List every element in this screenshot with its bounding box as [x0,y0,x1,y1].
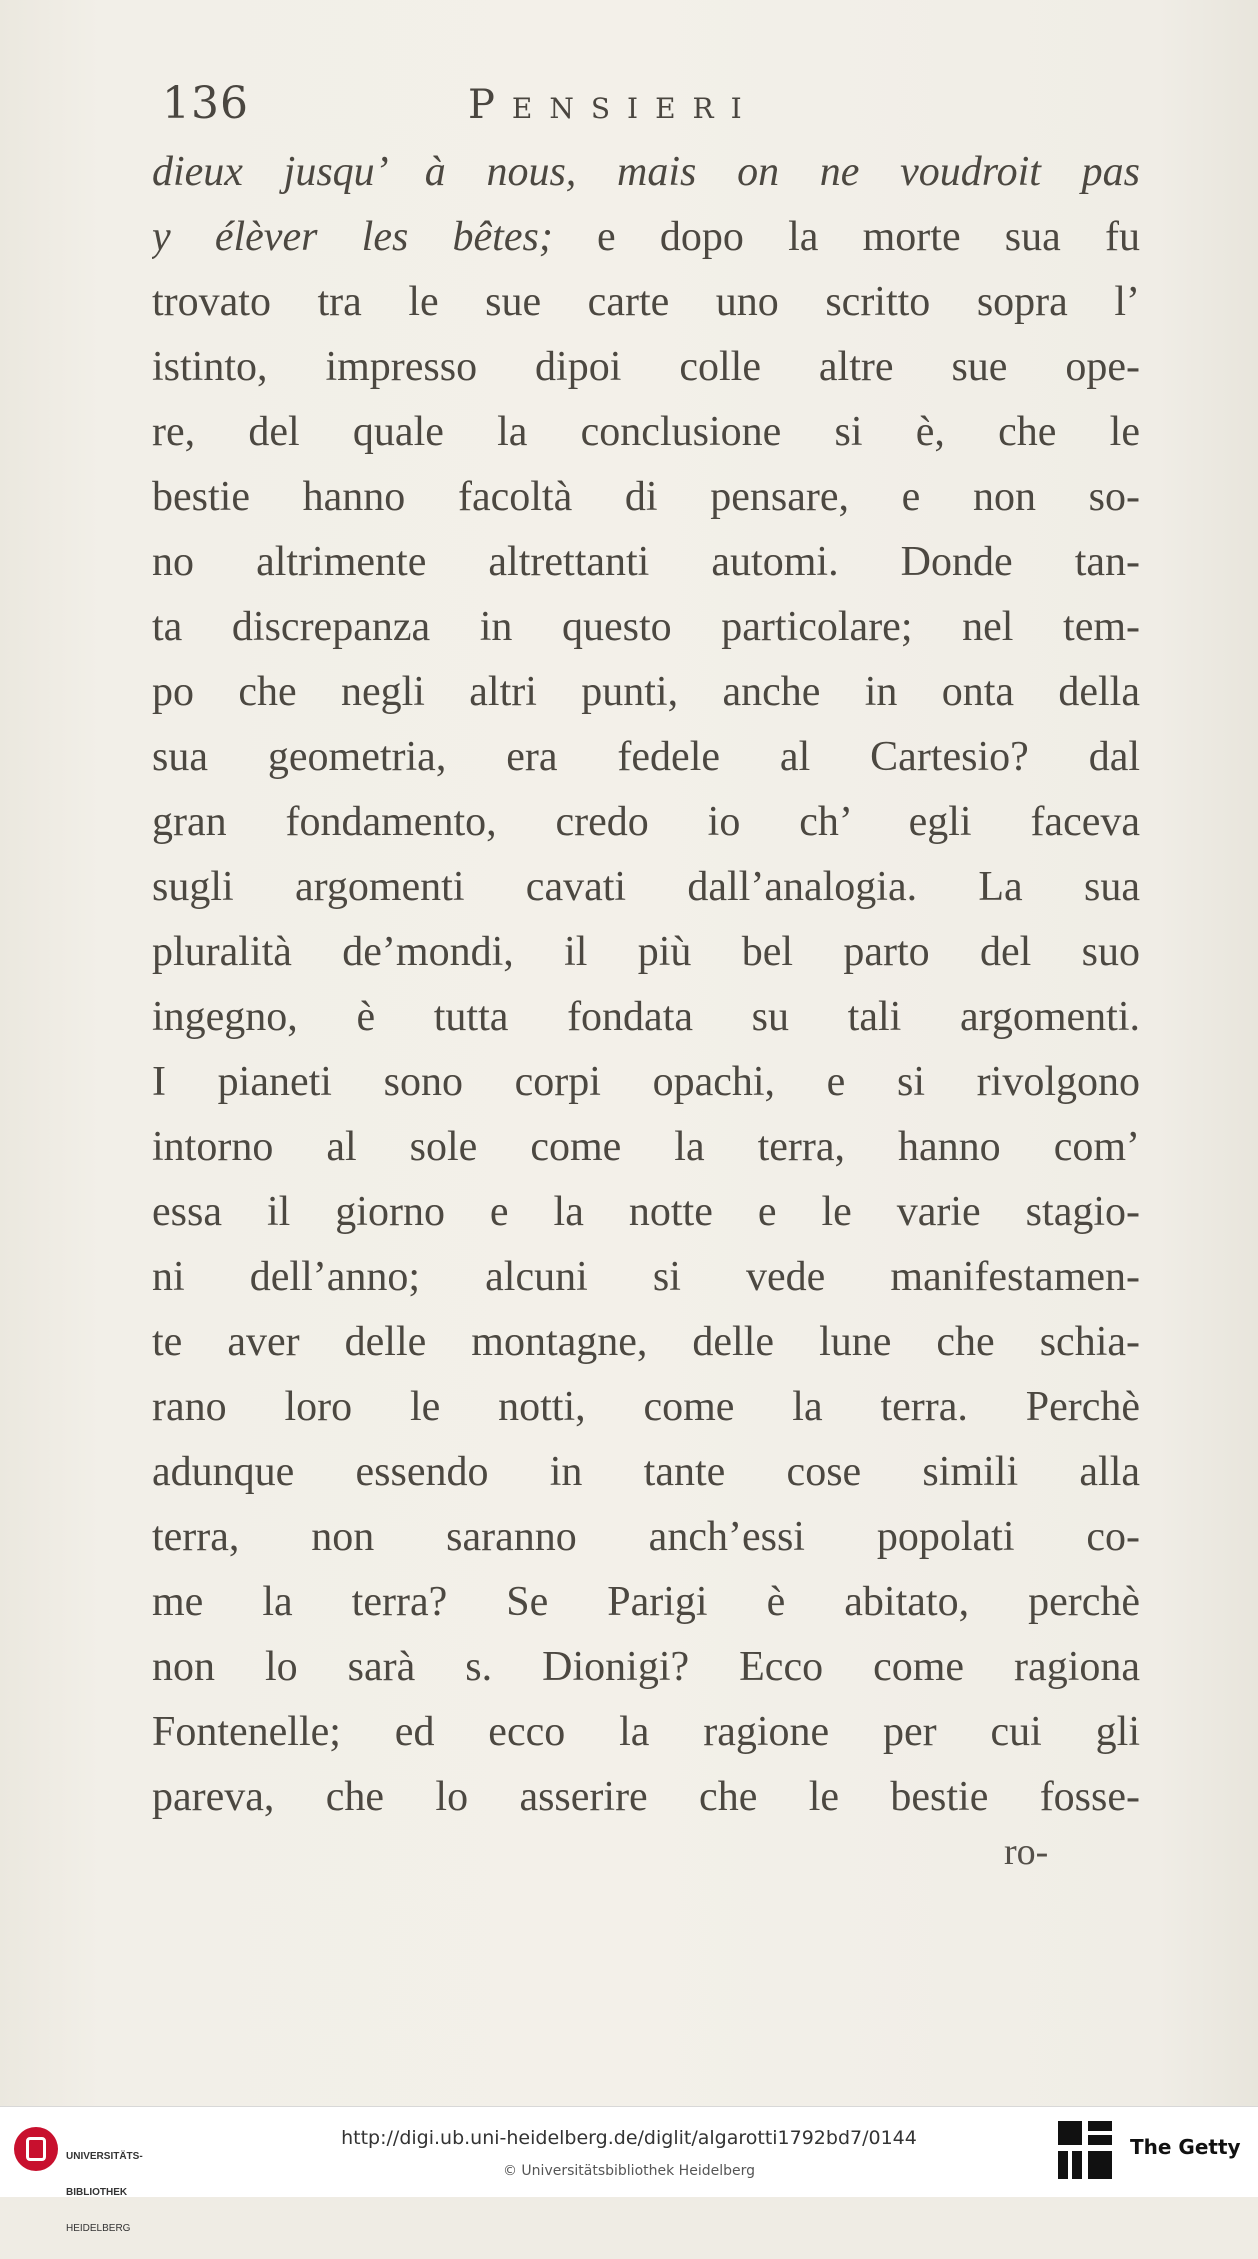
text-line [152,790,1140,855]
text-line [152,1570,1140,1635]
text-line [152,1050,1140,1115]
text-line [152,270,1140,335]
text-line [152,1440,1140,1505]
text-line [152,985,1140,1050]
running-head [0,78,1258,148]
text-run: me la terra? Se Parigi è abitato, perchè [152,1579,1140,1625]
text-run: no altrimente altrettanti automi. Donde tan- [152,539,1140,585]
library-logo-text: UNIVERSITÄTS- BIBLIOTHEK HEIDELBERG [66,2151,143,2234]
text-line [152,855,1140,920]
text-run: rano loro le notti, come la terra. Perchè [152,1384,1140,1430]
text-line [152,205,1140,270]
catchword: ro- [1004,1831,1049,1873]
text-run: terra, non saranno anch’essi popolati co- [152,1514,1140,1560]
text-run: pareva, che lo asserire che le bestie fosse- [152,1774,1140,1820]
text-line [152,1700,1140,1765]
getty-label: The Getty [1130,2135,1241,2159]
text-run: ni dell’anno; alcuni si vede manifestamen- [152,1254,1140,1300]
text-run: trovato tra le sue carte uno scritto sopra l’ [152,279,1140,325]
italic-text: y élèver les bêtes; [152,214,553,260]
text-run: essa il giorno e la notte e le varie stagio- [152,1189,1140,1235]
text-line [152,660,1140,725]
permalink-url[interactable]: http://digi.ub.uni-heidelberg.de/diglit/algarotti1792bd7/0144 [341,2127,917,2149]
copyright-notice: © Universitätsbibliothek Heidelberg [502,2163,755,2179]
text-line [152,1180,1140,1245]
text-run: bestie hanno facoltà di pensare, e non so- [152,474,1140,520]
text-run: gran fondamento, credo io ch’ egli faceva [152,799,1140,845]
text-run: re, del quale la conclusione si è, che le [152,409,1140,455]
text-run: adunque essendo in tante cose simili alla [152,1449,1140,1495]
running-title: Pensieri [468,82,759,128]
text-line [152,920,1140,985]
text-line [152,140,1140,205]
viewer-footer [0,2106,1258,2234]
text-line [152,1375,1140,1440]
text-line [152,335,1140,400]
text-run: ingegno, è tutta fondata su tali argomenti. [152,994,1140,1040]
text-run: Fontenelle; ed ecco la ragione per cui gli [152,1709,1140,1755]
text-line [152,1115,1140,1180]
text-run: intorno al sole come la terra, hanno com’ [152,1124,1140,1170]
text-line [152,465,1140,530]
text-run: ta discrepanza in questo particolare; nel tem- [152,604,1140,650]
page-number: 136 [162,78,249,129]
text-line [152,530,1140,595]
text-line [152,400,1140,465]
text-run: sugli argomenti cavati dall’analogia. La sua [152,864,1140,910]
text-run: non lo sarà s. Dionigi? Ecco come ragiona [152,1644,1140,1690]
body-text [152,140,1140,1830]
text-line [152,1635,1140,1700]
text-run: sua geometria, era fedele al Cartesio? dal [152,734,1140,780]
text-line [152,1245,1140,1310]
text-line [152,595,1140,660]
text-run: pluralità de’mondi, il più bel parto del suo [152,929,1140,975]
text-line [152,1765,1140,1830]
text-run: e dopo la morte sua fu [552,214,1140,260]
getty-logo-icon[interactable] [1058,2121,1114,2181]
italic-text: dieux jusqu’ à nous, mais on ne voudroit pas [152,149,1140,195]
text-line [152,725,1140,790]
text-run: te aver delle montagne, delle lune che schia- [152,1319,1140,1365]
text-run: po che negli altri punti, anche in onta della [152,669,1140,715]
text-run: istinto, impresso dipoi colle altre sue ope- [152,344,1140,390]
text-run: I pianeti sono corpi opachi, e si rivolgono [152,1059,1140,1105]
text-line [152,1310,1140,1375]
text-line [152,1505,1140,1570]
